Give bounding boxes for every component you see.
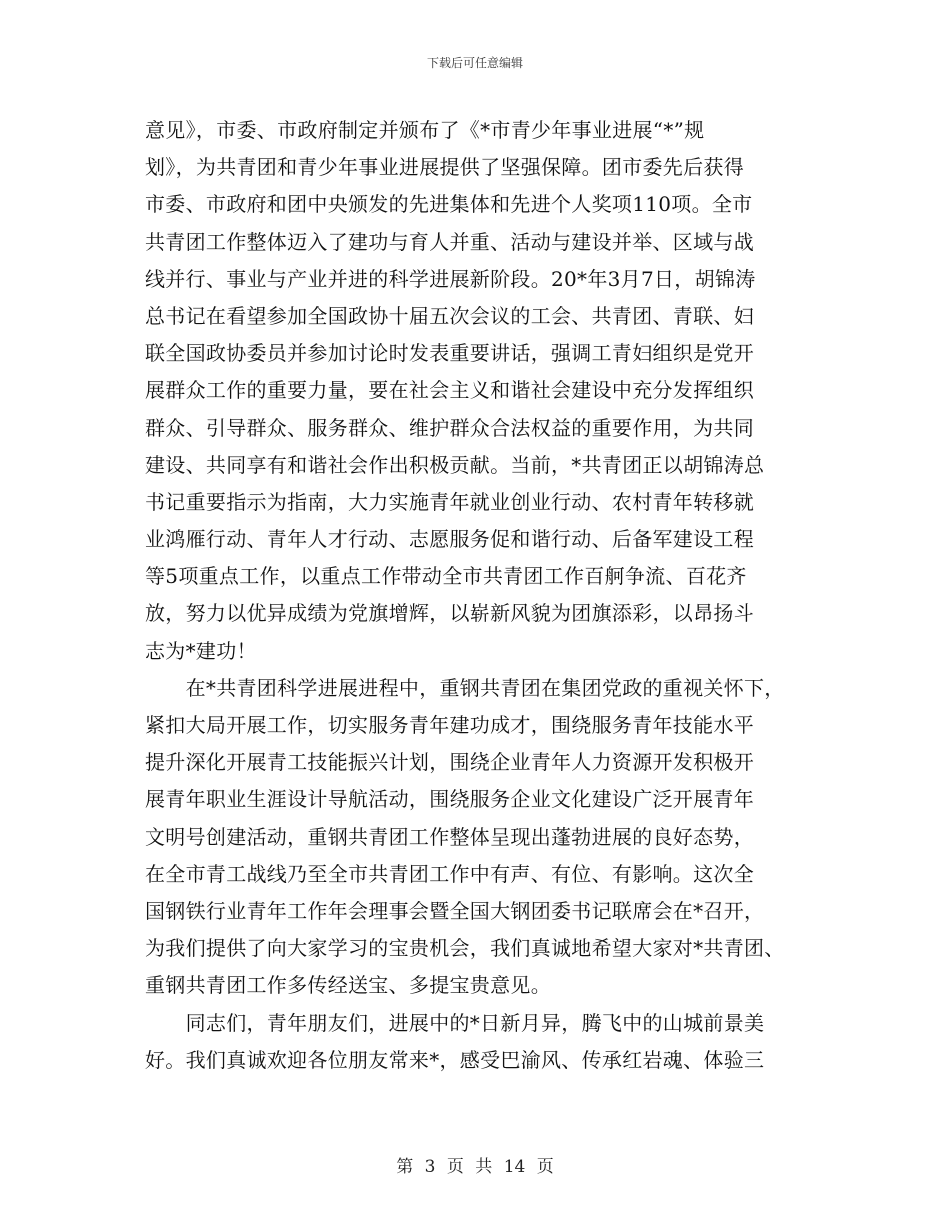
text-line: 好。我们真诚欢迎各位朋友常来*，感受巴渝风、传承红岩魂、体验三 xyxy=(145,1047,765,1072)
text-line: 国钢铁行业青年工作年会理事会暨全国大钢团委书记联席会在*召开， xyxy=(145,898,765,923)
text-line: 志为*建功！ xyxy=(145,638,257,663)
text-line: 划》，为共青团和青少年事业进展提供了坚强保障。团市委先后获得 xyxy=(145,155,744,180)
text-line: 市委、市政府和团中央颁发的先进集体和先进个人奖项110项。全市 xyxy=(145,192,753,217)
text-line: 为我们提供了向大家学习的宝贵机会，我们真诚地希望大家对*共青团、 xyxy=(145,936,785,961)
text-line: 书记重要指示为指南，大力实施青年就业创业行动、农村青年转移就 xyxy=(145,489,754,514)
text-line: 紧扣大局开展工作，切实服务青年建功成才，围绕服务青年技能水平 xyxy=(145,713,754,737)
document-body xyxy=(145,112,825,1079)
page-header: 下载后可任意编辑 xyxy=(426,56,523,70)
text-line: 业鸿雁行动、青年人才行动、志愿服务促和谐行动、后备军建设工程 xyxy=(145,527,754,552)
text-line: 展青年职业生涯设计导航活动，围绕服务企业文化建设广泛开展青年 xyxy=(145,787,754,812)
text-line: 在*共青团科学进展进程中，重钢共青团在集团党政的重视关怀下， xyxy=(145,675,785,700)
text-line: 总书记在看望参加全国政协十届五次会议的工会、共青团、青联、妇 xyxy=(145,303,754,328)
text-line: 等5项重点工作，以重点工作带动全市共青团工作百舸争流、百花齐 xyxy=(145,564,747,589)
text-line: 展群众工作的重要力量，要在社会主义和谐社会建设中充分发挥组织 xyxy=(145,378,754,403)
text-line: 意见》，市委、市政府制定并颁布了《*市青少年事业进展“*”规 xyxy=(145,118,705,142)
text-line: 在全市青工战线乃至全市共青团工作中有声、有位、有影响。这次全 xyxy=(145,861,754,886)
page-number: 第 3 页 共 14 页 xyxy=(396,1157,554,1177)
text-line: 重钢共青团工作多传经送宝、多提宝贵意见。 xyxy=(145,973,551,998)
text-line: 群众、引导群众、服务群众、维护群众合法权益的重要作用，为共同 xyxy=(145,415,754,440)
text-line: 建设、共同享有和谐社会作出积极贡献。当前，*共青团正以胡锦涛总 xyxy=(145,452,765,477)
text-line: 同志们，青年朋友们，进展中的*日新月异，腾飞中的山城前景美 xyxy=(145,1010,765,1035)
text-line: 提升深化开展青工技能振兴计划，围绕企业青年人力资源开发积极开 xyxy=(145,750,754,775)
text-line: 放，努力以优异成绩为党旗增辉，以崭新风貌为团旗添彩，以昂扬斗 xyxy=(145,601,754,626)
text-line: 共青团工作整体迈入了建功与育人并重、活动与建设并举、区域与战 xyxy=(145,229,754,254)
text-line: 文明号创建活动，重钢共青团工作整体呈现出蓬勃进展的良好态势， xyxy=(145,824,754,849)
text-line: 联全国政协委员并参加讨论时发表重要讲话，强调工青妇组织是党开 xyxy=(145,341,754,366)
text-line: 线并行、事业与产业并进的科学进展新阶段。20*年3月7日，胡锦涛 xyxy=(145,266,756,291)
